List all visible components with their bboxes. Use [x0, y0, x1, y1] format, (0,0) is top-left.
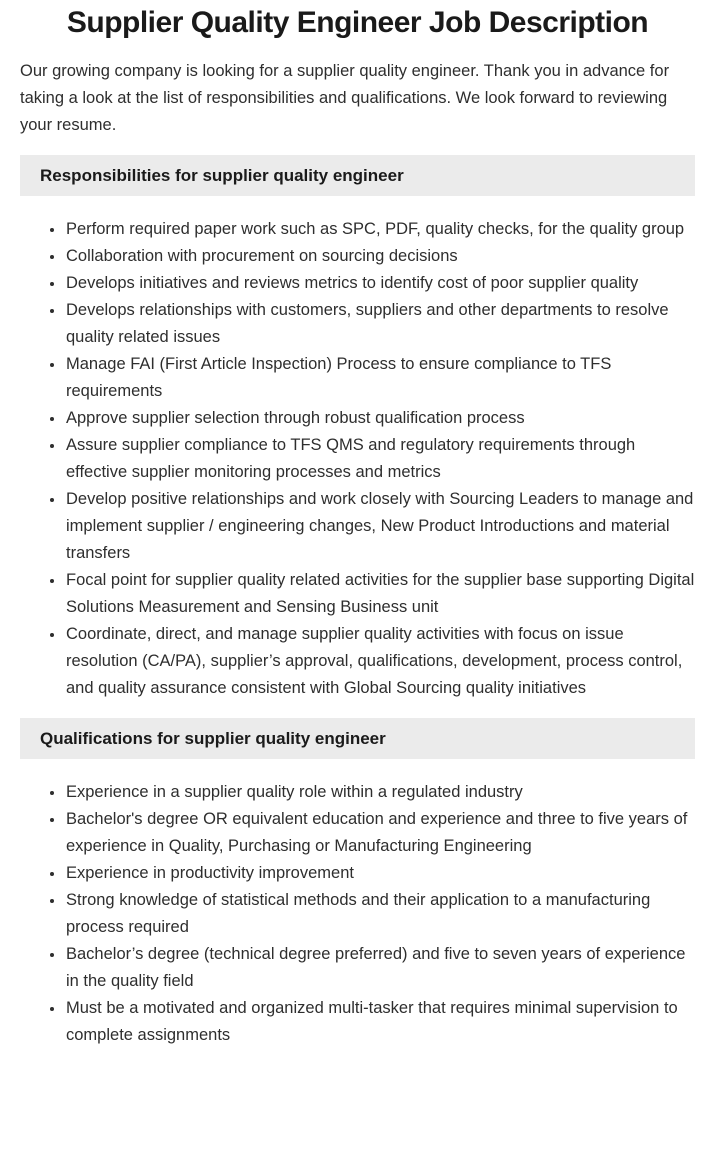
list-item: • Strong knowledge of statistical methods and their application to a manufacturing process required — [65, 887, 695, 941]
list-item: • Bachelor's degree OR equivalent education and experience and three to five years of experience in Quality, Purchasing or Manufacturing Engineering — [65, 806, 695, 860]
section-responsibilities — [20, 155, 695, 702]
list-item: • Assure supplier compliance to TFS QMS and regulatory requirements through effective supplier monitoring processes and metrics — [65, 432, 695, 486]
responsibilities-list — [20, 216, 695, 702]
qualifications-list — [20, 779, 695, 1049]
page-title: Supplier Quality Engineer Job Description — [66, 6, 649, 39]
list-item: • Perform required paper work such as SPC, PDF, quality checks, for the quality group — [65, 216, 695, 243]
section-qualifications — [20, 718, 695, 1049]
list-item: • Develops relationships with customers, suppliers and other departments to resolve quality related issues — [65, 297, 695, 351]
list-item: • Collaboration with procurement on sourcing decisions — [65, 243, 695, 270]
qualifications-section-heading: Qualifications for supplier quality engineer — [20, 718, 695, 759]
list-item: • Coordinate, direct, and manage supplier quality activities with focus on issue resolution (CA/PA), supplier’s approval, qualifications, development, process control, and quality assurance consistent with Global Sourcing quality initiatives — [65, 621, 695, 702]
list-item: • Must be a motivated and organized multi-tasker that requires minimal supervision to complete assignments — [65, 995, 695, 1049]
list-item: • Focal point for supplier quality related activities for the supplier base supporting Digital Solutions Measurement and Sensing Business unit — [65, 567, 695, 621]
list-item: • Develop positive relationships and work closely with Sourcing Leaders to manage and implement supplier / engineering changes, New Product Introductions and material transfers — [65, 486, 695, 567]
list-item: • Develops initiatives and reviews metrics to identify cost of poor supplier quality — [65, 270, 695, 297]
list-item: • Experience in a supplier quality role within a regulated industry — [65, 779, 695, 806]
list-item: • Manage FAI (First Article Inspection) Process to ensure compliance to TFS requirements — [65, 351, 695, 405]
list-item: • Bachelor’s degree (technical degree preferred) and five to seven years of experience in the quality field — [65, 941, 695, 995]
intro-paragraph: Our growing company is looking for a supplier quality engineer. Thank you in advance for taking a look at the list of responsibilities and qualifications. We look forward to reviewing your resume. — [20, 62, 670, 134]
responsibilities-section-heading: Responsibilities for supplier quality engineer — [20, 155, 695, 196]
list-item: • Approve supplier selection through robust qualification process — [65, 405, 695, 432]
list-item: • Experience in productivity improvement — [65, 860, 695, 887]
